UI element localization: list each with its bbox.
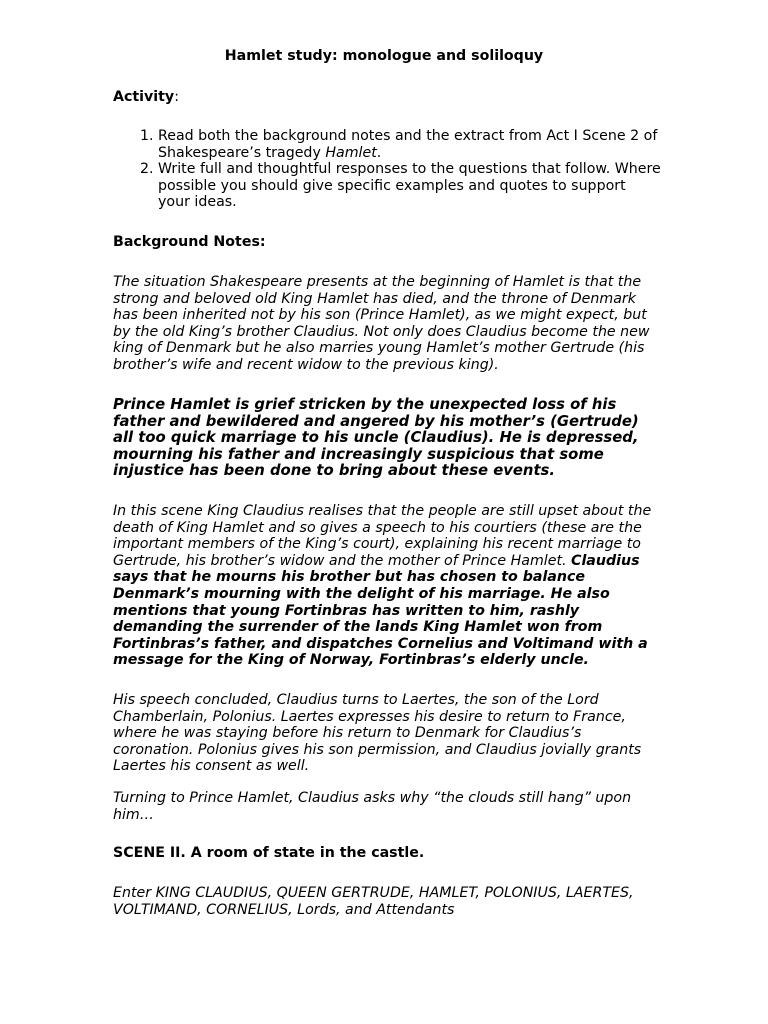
activity-heading (113, 89, 661, 106)
activity-item-1-text: Read both the background notes and the extract from Act I Scene 2 of Shakespeare’s tragedy (158, 128, 658, 161)
background-paragraph-5: Turning to Prince Hamlet, Claudius asks why “the clouds still hang” upon him… (113, 790, 632, 823)
activity-item-2: 2. Write full and thoughtful responses to the questions that follow. Where possible you should give specific examples and quotes to support your ideas. (158, 161, 661, 211)
activity-colon: : (174, 89, 179, 105)
background-paragraph-2: Prince Hamlet is grief stricken by the unexpected loss of his father and bewildered and angered by his mother’s (Gertrude) all too quick marriage to his uncle (Claudius). He is depressed, mourning his father and increasingly suspicious that some injustice has been done to bring about these events. (113, 396, 639, 480)
activity-label: Activity (113, 89, 175, 105)
stage-direction: Enter KING CLAUDIUS, QUEEN GERTRUDE, HAMLET, POLONIUS, LAERTES, VOLTIMAND, CORNELIUS, Lords, and Attendants (113, 885, 634, 918)
background-paragraph-1: The situation Shakespeare presents at the beginning of Hamlet is that the strong and beloved old King Hamlet has died, and the throne of Denmark has been inherited not by his son (Prince Hamlet), as we might expect, but by the old King’s brother Claudius. Not only does Claudius become the new king of Denmark but he also marries young Hamlet’s mother Gertrude (his brother’s wife and recent widow to the previous king). (113, 274, 650, 373)
document-title: Hamlet study: monologue and soliloquy (224, 48, 544, 64)
background-heading: Background Notes: (113, 234, 266, 250)
activity-item-1 (158, 128, 661, 161)
paragraph-3-bold: Claudius says that he mourns his brother but has chosen to balance Denmark’s mourning with the delight of his marriage. He also mentions that young Fortinbras has written to him, rashly demanding the surrender of the lands King Hamlet won from Fortinbras’s father, and dispatches Cornelius and Voltimand with a message for the King of Norway, Fortinbras’s elderly uncle. (113, 552, 648, 669)
paragraph-3-italic: In this scene King Claudius realises that the people are still upset about the death of King Hamlet and so gives a speech to his courtiers (these are the important members of the King’s court), explaining his recent marriage to Gertrude, his brother’s widow and the mother of Prince Hamlet. (113, 503, 652, 569)
activity-item-1-end: . (376, 144, 382, 161)
activity-list (113, 128, 661, 211)
activity-item-1-emph: Hamlet (325, 144, 377, 161)
scene-heading: SCENE II. A room of state in the castle. (113, 845, 425, 861)
background-paragraph-3 (113, 503, 661, 669)
background-paragraph-4: His speech concluded, Claudius turns to Laertes, the son of the Lord Chamberlain, Polonius. Laertes expresses his desire to return to France, where he was staying before his return to Denmark for Claudius’s coronation. Polonius gives his son permission, and Claudius jovially grants Laertes his consent as well. (113, 692, 642, 775)
